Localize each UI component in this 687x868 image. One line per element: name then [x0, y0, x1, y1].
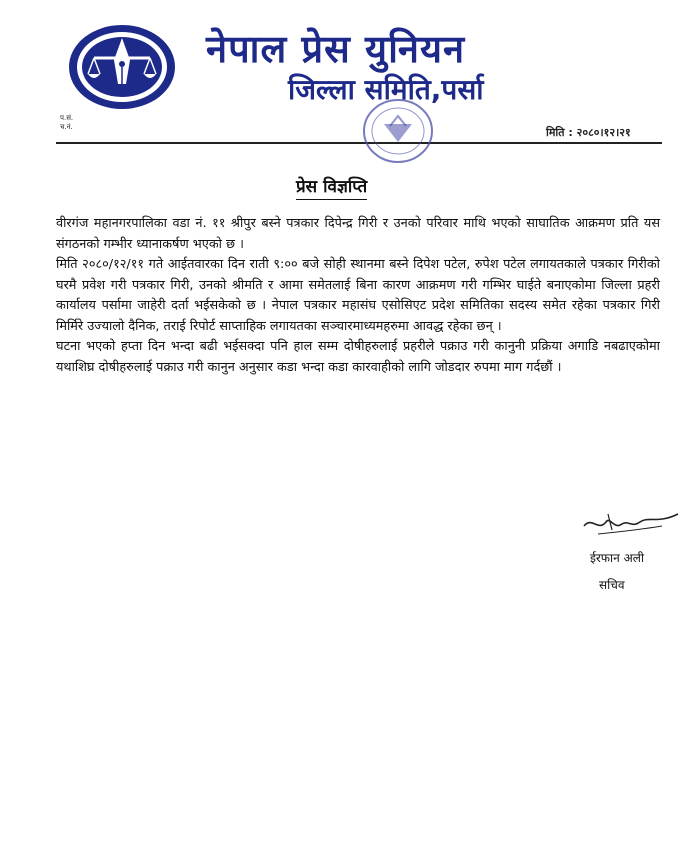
- dispatch-number-label: च.नं.: [60, 123, 73, 131]
- reference-block: [60, 114, 73, 132]
- body-paragraph-1: वीरगंज महानगरपालिका वडा नं. ११ श्रीपुर बस्ने पत्रकार दिपेन्द्र गिरी र उनको परिवार माथि भएको साघातिक आक्रमण प्रति यस संगठनको गम्भीर ध्यानाकर्षण भएको छ ।: [56, 216, 660, 252]
- official-stamp-icon: [350, 96, 446, 166]
- organization-branch: जिल्ला समिति,पर्सा: [288, 73, 484, 106]
- signatory-name: ईरफान अली: [590, 551, 645, 565]
- document-title: प्रेस विज्ञप्ति: [296, 174, 367, 200]
- reference-number-label: प.सं.: [60, 114, 74, 122]
- document-body: [56, 214, 660, 378]
- letter-date: [546, 125, 631, 140]
- press-union-emblem-icon: [66, 22, 178, 112]
- date-label: मिति :: [546, 126, 573, 139]
- organization-name: नेपाल प्रेस युनियन: [206, 27, 466, 71]
- body-paragraph-2: मिति २०८०/१२/११ गते आईतवारका दिन राती ९:०० बजे सोही स्थानमा बस्ने दिपेश पटेल, रुपेश पटेल लगायतकाले पत्रकार गिरीको घरमै प्रवेश गरी पत्रकार गिरी, उनको श्रीमति र आमा समेतलाई बिना कारण आक्रमण गरी गम्भिर घाईते बनाएकोमा जिल्ला प्रहरी कार्यालय पर्सामा जाहेरी दर्ता भईसकेको छ । नेपाल पत्रकार महासंघ एसोसिएट प्रदेश समितिका सदस्य समेत रहेका पत्रकार गिरी मिर्मिरे उज्यालो दैनिक, तराई रिपोर्ट साप्ताहिक लगायतका सञ्चारमाध्यमहरुमा आवद्ध रहेका छन् ।: [56, 257, 660, 334]
- date-value: २०८०।१२।२१: [576, 126, 631, 139]
- handwritten-signature: [578, 504, 684, 540]
- signatory-title: सचिव: [599, 578, 625, 592]
- body-paragraph-3: घटना भएको हप्ता दिन भन्दा बढी भईसक्दा पनि हाल सम्म दोषीहरुलाई प्रहरीले पक्राउ गरी कानुनी प्रक्रिया अगाडि नबढाएकोमा यथाशिघ्र दोषीहरुलाई पक्राउ गरी कानुन अनुसार कडा भन्दा कडा कारवाहीको लागि जोडदार रुपमा माग गर्दछौं ।: [56, 339, 660, 375]
